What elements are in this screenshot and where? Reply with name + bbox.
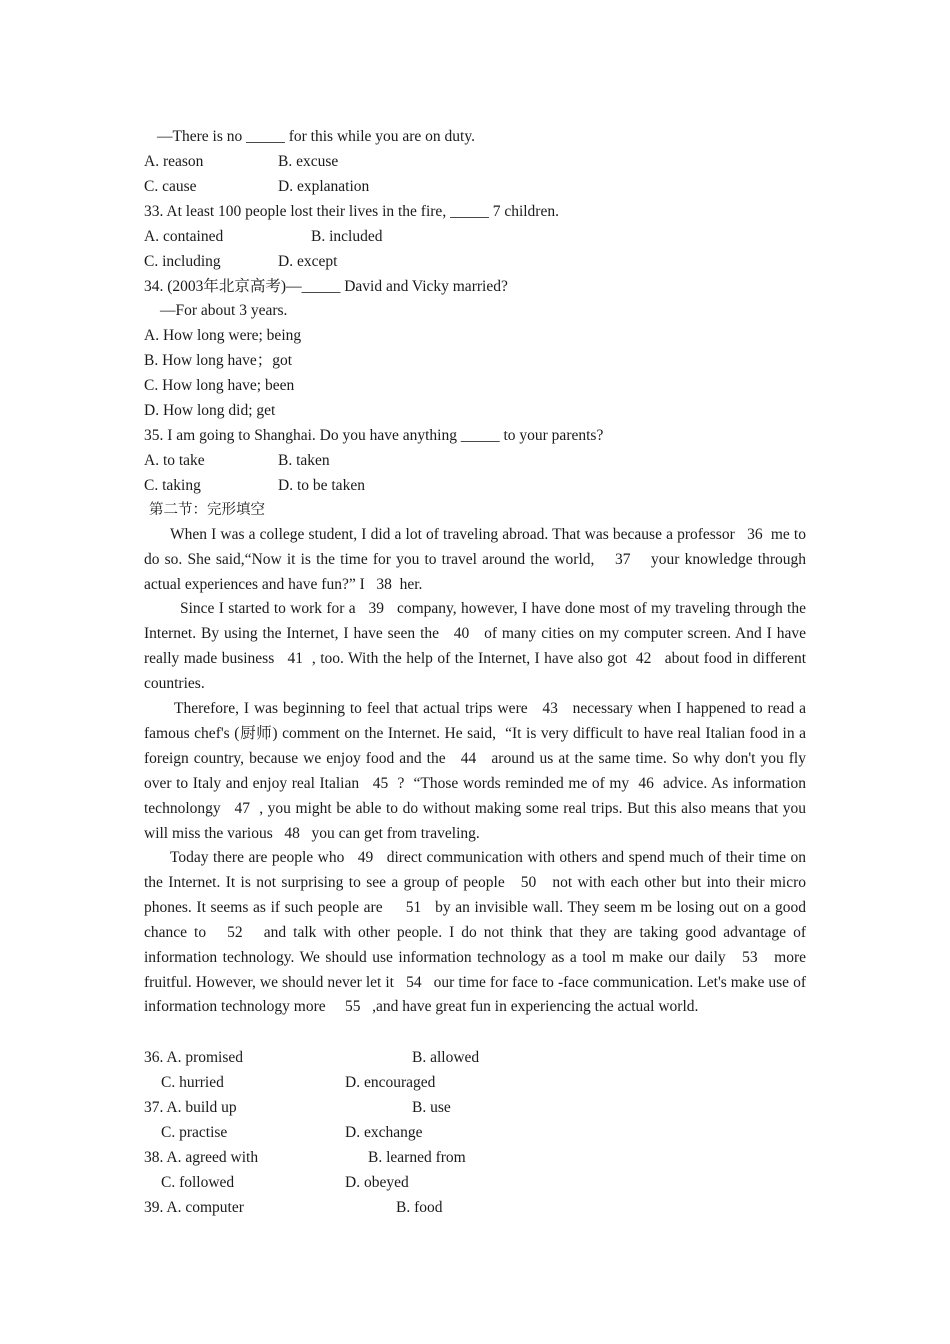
- question-34-option-d: D. How long did; get: [144, 402, 276, 419]
- passage-paragraph-4: Today there are people who 49 direct communication with others and spend much of their time on the Internet. It is not surprising to see a group of people 50 not with each other but into their micro phones. It seems as if such people are 51 by an invisible wall. They seem m be losing out on a good chance to 52 and talk with other people. I do not think that they are taking good advantage of information technology. We should use information technology as a tool m make our daily 53 more fruitful. However, we should never let it 54 our time for face to -face communication. Let's make use of information technology more 55 ,and have great fun in experiencing the actual world.: [144, 849, 806, 1016]
- section-heading: 第二节：完形填空: [149, 502, 265, 518]
- question-37-option-d: D. exchange: [345, 1124, 423, 1141]
- question-35-option-b: B. taken: [278, 452, 330, 469]
- passage-paragraph-1: When I was a college student, I did a lot of traveling abroad. That was because a professor 36 me to do so. She said,“Now it is the time for you to travel around the world, 37 your knowledge through actual experiences and have fun?” I 38 her.: [144, 526, 806, 593]
- question-32-option-d: D. explanation: [278, 178, 370, 195]
- question-37-option-a: 37. A. build up: [144, 1099, 237, 1116]
- question-33-option-d: D. except: [278, 253, 338, 270]
- question-38-option-a: 38. A. agreed with: [144, 1149, 259, 1166]
- question-33-option-b: B. included: [311, 228, 383, 245]
- question-34-stem: 34. (2003年北京高考)—_____ David and Vicky married?: [144, 278, 508, 295]
- question-33-option-a: A. contained: [144, 228, 224, 245]
- question-39-option-a: 39. A. computer: [144, 1199, 244, 1216]
- question-38-option-b: B. learned from: [368, 1149, 466, 1166]
- question-34-option-b: B. How long have；got: [144, 352, 293, 369]
- question-35-option-a: A. to take: [144, 452, 205, 469]
- question-32-option-b: B. excuse: [278, 153, 339, 170]
- passage-paragraph-2: Since I started to work for a 39 company, however, I have done most of my traveling through the Internet. By using the Internet, I have seen the 40 of many cities on my computer screen. And I have really made business 41 , too. With the help of the Internet, I have also got 42 about food in different countries.: [144, 600, 806, 692]
- question-38-option-d: D. obeyed: [345, 1174, 409, 1191]
- question-35-stem: 35. I am going to Shanghai. Do you have anything _____ to your parents?: [144, 427, 604, 444]
- question-36-option-a: 36. A. promised: [144, 1049, 244, 1066]
- question-39-option-b: B. food: [396, 1199, 443, 1216]
- question-38-option-c: C. followed: [161, 1174, 235, 1191]
- question-34-option-c: C. How long have; been: [144, 377, 295, 394]
- question-33-stem: 33. At least 100 people lost their lives in the fire, _____ 7 children.: [144, 203, 559, 220]
- question-34-reply: —For about 3 years.: [160, 302, 288, 319]
- question-32-stem: —There is no _____ for this while you are on duty.: [157, 128, 475, 145]
- question-32-option-a: A. reason: [144, 153, 204, 170]
- question-37-option-b: B. use: [412, 1099, 451, 1116]
- question-32-option-c: C. cause: [144, 178, 197, 195]
- question-35-option-d: D. to be taken: [278, 477, 365, 494]
- question-37-option-c: C. practise: [161, 1124, 228, 1141]
- passage-paragraph-3: Therefore, I was beginning to feel that actual trips were 43 necessary when I happened to read a famous chef's (厨师) comment on the Internet. He said, “It is very difficult to have real Italian food in a foreign country, because we enjoy food and the 44 around us at the same time. So why don't you fly over to Italy and enjoy real Italian 45 ? “Those words reminded me of my 46 advice. As information technolongy 47 , you might be able to do without making some real trips. But this also means that you will miss the various 48 you can get from traveling.: [144, 700, 806, 842]
- question-36-option-d: D. encouraged: [345, 1074, 436, 1091]
- question-36-option-b: B. allowed: [412, 1049, 480, 1066]
- question-34-option-a: A. How long were; being: [144, 327, 302, 344]
- question-36-option-c: C. hurried: [161, 1074, 224, 1091]
- question-35-option-c: C. taking: [144, 477, 201, 494]
- question-33-option-c: C. including: [144, 253, 221, 270]
